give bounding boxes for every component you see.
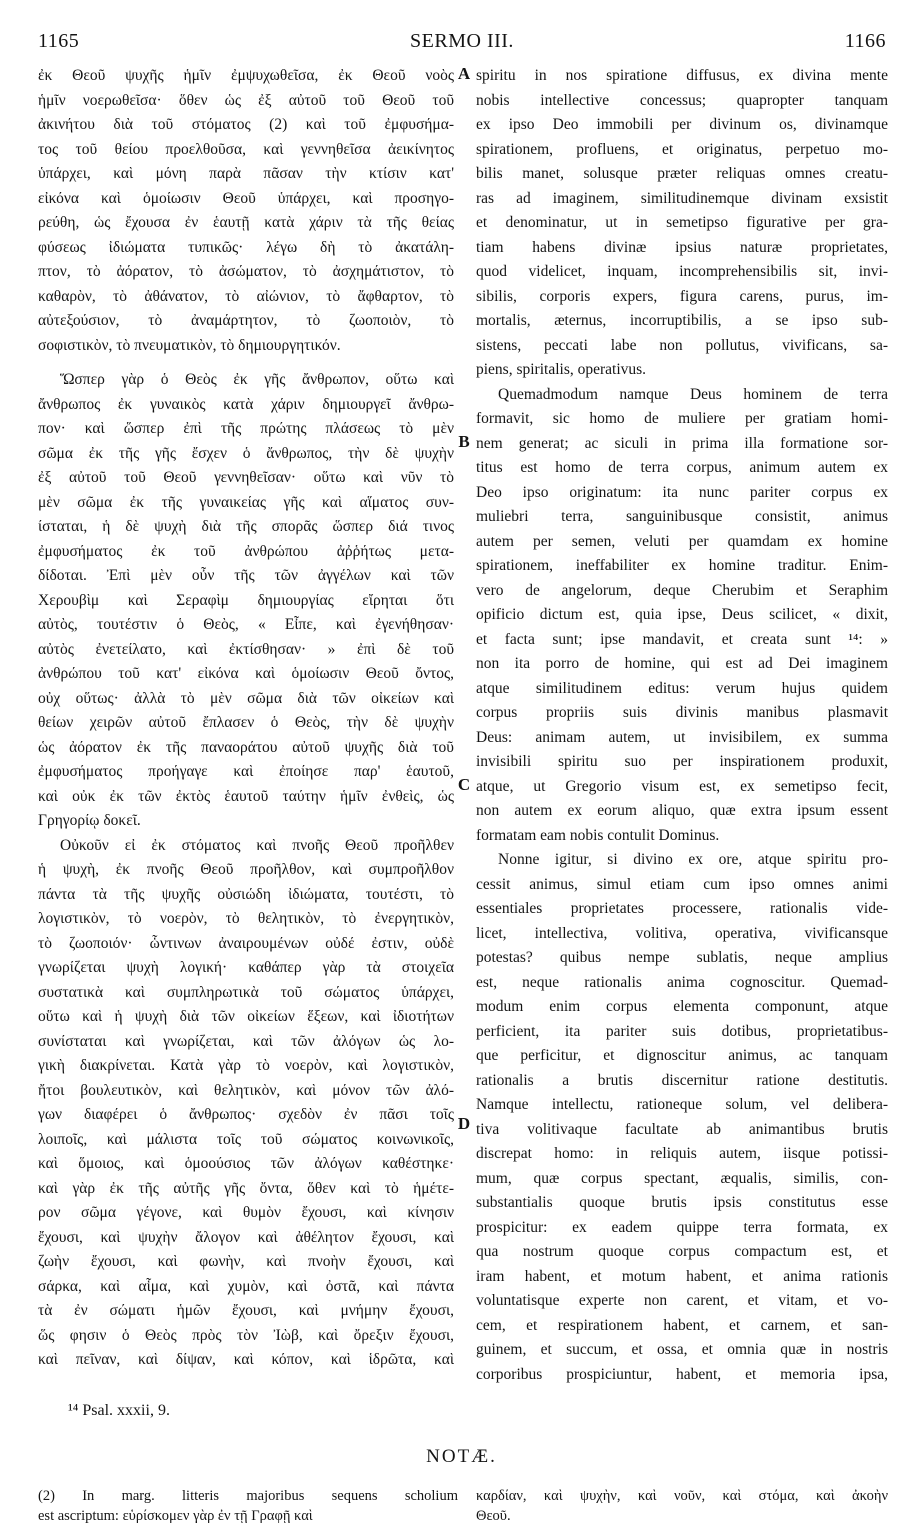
- greek-column: [38, 64, 454, 1373]
- greek-line: ἤτοι βουλευτικὸν, καὶ θελητικὸν, καὶ μόνον τῶν ἀλό-: [38, 1081, 454, 1099]
- greek-line: Οὐκοῦν εἰ ἐκ στόματος καὶ πνοῆς Θεοῦ προῆλθεν: [60, 836, 454, 854]
- latin-line: potestas? quibus nempe sublatis, neque amplius: [476, 949, 888, 966]
- page-number-right: 1166: [844, 30, 886, 52]
- latin-line: quod videlicet, inquam, incomprehensibilis sit, invi-: [476, 263, 888, 280]
- latin-paragraph-1: [476, 64, 888, 383]
- greek-line: Χερουβὶμ καὶ Σεραφὶμ δημιουργίας εἴρηται ὅτι: [38, 591, 454, 609]
- greek-line: ἐξ αὐτοῦ τοῦ Θεοῦ γεννηθεῖσαν· οὕτω καὶ νῦν τὸ: [38, 469, 454, 486]
- latin-line: rationalis a brutis discernitur ratione destitutis.: [476, 1071, 888, 1089]
- greek-line: Γρηγορίῳ δοκεῖ.: [38, 812, 141, 829]
- latin-line: titus est homo de terra corpus, animum autem ex: [476, 459, 888, 476]
- margin-marker-c: C: [457, 775, 471, 794]
- latin-line: spirationem, profluens, et originatus, perpetuo mo-: [476, 140, 888, 158]
- latin-line: que perficitur, et dignoscitur animus, ac tanquam: [476, 1047, 888, 1064]
- latin-line: substantialis quoque brutis ipsis constitutus esse: [476, 1194, 888, 1211]
- note-left-column: [38, 1486, 458, 1526]
- latin-line: Nonne igitur, si divino ex ore, atque spiritu pro-: [498, 851, 888, 868]
- greek-paragraph-1: [38, 64, 454, 358]
- greek-line: συστατικὰ καὶ συμπληρωτικὰ τοῦ σώματος ὑπάρχει,: [38, 983, 454, 1001]
- greek-line: λοιποῖς, καὶ μάλιστα τοῖς τοῦ σώματος κοινωνικοῖς,: [38, 1130, 454, 1148]
- latin-line: corpus propriis suis divinis manibus plasmavit: [476, 704, 888, 721]
- greek-line: ίσταται, ἡ δὲ ψυχὴ διὰ τῆς σπορᾶς ὥσπερ διά τινος: [38, 518, 454, 535]
- greek-paragraph-3: [38, 834, 454, 1373]
- greek-line: γικὴ διακρίνεται. Κατὰ γὰρ τὸ νοερὸν, καὶ λογιστικὸν,: [38, 1057, 454, 1074]
- notes-heading: NOTÆ.: [426, 1446, 497, 1467]
- latin-column: [476, 64, 888, 1387]
- note-line: (2) In marg. litteris majoribus sequens scholium: [38, 1488, 458, 1504]
- greek-line: αὐτεξούσιον, τὸ ἀναμάρτητον, τὸ ζωοποιὸν, τὸ: [38, 312, 454, 329]
- greek-line: ἔχουσι, καὶ ψυχὴν ἄλογον καὶ ἀθέλητον ἔχουσι, καὶ: [38, 1228, 454, 1246]
- latin-line: formatam eam nobis contulit Dominus.: [476, 826, 720, 844]
- latin-line: corporibus prospiciuntur, habent, et memoria ipsa,: [476, 1365, 888, 1383]
- margin-marker-b: B: [458, 432, 470, 451]
- page-number-left: 1165: [38, 30, 80, 52]
- latin-line: Quemadmodum namque Deus hominem de terra: [498, 385, 888, 403]
- latin-line: mum, quæ corpus spectant, æqualis, similis, con-: [476, 1169, 888, 1187]
- greek-line: ζωὴν ἔχουσι, καὶ φωνὴν, καὶ πνοὴν ἔχουσι, καὶ: [38, 1253, 454, 1270]
- greek-line: πον· καὶ ὥσπερ ἐπὶ τῆς πρώτης πλάσεως τὸ μὲν: [38, 420, 454, 437]
- greek-line: συνίσταται καὶ γνωρίζεται, καὶ τῶν ἀλόγων ὡς λο-: [38, 1032, 454, 1050]
- greek-line: καὶ οὐκ ἐκ τῶν ἐκτὸς ἑαυτοῦ ταύτην ἡμῖν ἐνθεὶς, ὡς: [38, 787, 454, 805]
- greek-line: θείων χειρῶν αὐτοῦ ἔπλασεν ὁ Θεὸς, τὴν δὲ ψυχὴν: [38, 714, 454, 731]
- latin-line: piens, spiritalis, operativus.: [476, 361, 647, 378]
- latin-line: prospicitur: ex eadem quippe terra formata, ex: [476, 1218, 888, 1236]
- latin-line: spiritu in nos spiratione diffusus, ex divina mente: [476, 67, 888, 84]
- greek-line: δίδοται. Ἐπὶ μὲν οὖν τῆς τῶν ἀγγέλων καὶ τῶν: [38, 567, 454, 584]
- greek-line: ἐμφυσήματος ἐκ τοῦ ἀνθρώπου ἀῤῥήτως μετα-: [38, 542, 454, 560]
- latin-line: mortalis, æternus, incorruptibilis, a se ipso sub-: [476, 312, 888, 329]
- latin-line: atque similitudinem editus: verum hujus quidem: [476, 679, 888, 697]
- latin-line: modum enim corpus elementa componunt, atque: [476, 998, 888, 1015]
- greek-line: ρον σῶμα γέγονε, καὶ θυμὸν ἔχουσι, καὶ κίνησιν: [38, 1204, 454, 1221]
- latin-line: muliebri terra, sanguinibusque consistit, animus: [476, 508, 888, 525]
- latin-line: atque, ut Gregorio visum est, ex semetipso fecit,: [476, 777, 888, 795]
- latin-line: nobis intellective concessus; quapropter tanquam: [476, 91, 888, 109]
- greek-line: φύσεως ἰδιώματα τυπικῶς· λέγω δὴ τὸ ἀκατάλη-: [38, 238, 454, 256]
- greek-line: τὸ ζωοποιόν· ὧντινων ἀναιρουμένων οὐδέ ἐστιν, οὐδὲ: [38, 934, 454, 952]
- greek-line: ἀνθρώπου τοῦ κατ' εἰκόνα καὶ ὁμοίωσιν Θεοῦ ὄντος,: [38, 665, 454, 682]
- greek-line: καὶ πεῖναν, καὶ δίψαν, καὶ κόπον, καὶ ἱδρῶτα, καὶ: [38, 1351, 454, 1368]
- greek-line: Ὥσπερ γὰρ ὁ Θεὸς ἐκ γῆς ἄνθρωπον, οὕτω καὶ: [60, 371, 454, 388]
- margin-marker-d: D: [457, 1114, 471, 1133]
- latin-line: sibilis, corporis expers, figura carens, purus, im-: [476, 287, 888, 305]
- latin-line: sistens, peccati labe non pollutus, vivificans, sa-: [476, 336, 888, 354]
- greek-line: καὶ ὅμοιος, καὶ ὁμοούσιος τῶν ἀλόγων καθέστηκε·: [38, 1155, 454, 1172]
- latin-line: discrepat homo: in reliquis autem, iisque potissi-: [476, 1145, 888, 1162]
- note-right-column: [476, 1486, 888, 1526]
- greek-line: ἡ ψυχὴ, ἐκ πνοῆς Θεοῦ προῆλθον, καὶ συμπροῆλθον: [38, 861, 454, 878]
- latin-line: guinem, et succum, et ossa, et omnia quæ in nostris: [476, 1341, 888, 1358]
- greek-line: ἄνθρωπος ἐκ γυναικὸς κατὰ χάριν δημιουργεῖ ἄνθρω-: [38, 395, 454, 413]
- margin-marker-a: A: [457, 64, 471, 83]
- latin-line: Deo ipso originatum: ita nunc pariter corpus ex: [476, 483, 888, 501]
- latin-line: et facta sunt; ipse mandavit, et creata sunt ¹⁴: »: [476, 630, 888, 648]
- latin-line: non ita porro de homine, qui est ad Dei imaginem: [476, 655, 888, 672]
- latin-line: formavit, sic homo de muliere per gratiam homi-: [476, 410, 888, 427]
- greek-line: σοφιστικὸν, τὸ πνευματικὸν, τὸ δημιουργητικόν.: [38, 336, 341, 354]
- greek-line: γνωρίζεται ψυχὴ λογική· καθάπερ γὰρ τὰ στοιχεῖα: [38, 959, 454, 976]
- page-header: [38, 30, 886, 60]
- latin-paragraph-3: [476, 848, 888, 1387]
- greek-line: τος τοῦ θείου προελθοῦσα, καὶ γεννηθεῖσα ἀεικίνητος: [38, 140, 454, 158]
- greek-line: ἀκινήτου διὰ τοῦ στόματος (2) καὶ τοῦ ἐμφυσήμα-: [38, 116, 454, 133]
- latin-line: tiam habens divinæ ipsius naturæ proprietates,: [476, 238, 888, 256]
- latin-line: perficient, ita pariter suis dotibus, proprietatibus-: [476, 1022, 888, 1040]
- greek-line: καὶ γὰρ ἐκ τῆς αὐτῆς γῆς ὄντα, ὅθεν καὶ τὸ ἡμέτε-: [38, 1179, 454, 1197]
- latin-line: opificio dictum est, quia ipse, Deus scilicet, « dixit,: [476, 606, 888, 623]
- greek-line: ὥς φησιν ὁ Θεὸς πρὸς τὸν Ἰὼβ, καὶ ὄρεξιν ἔχουσι,: [38, 1326, 454, 1344]
- latin-line: et denominatur, ut in semetipso figurative per gra-: [476, 214, 888, 231]
- latin-line: bilis manet, solusque præter reliquas omnes creatu-: [476, 165, 888, 182]
- greek-paragraph-2: [38, 368, 454, 834]
- greek-line: ἐκ Θεοῦ ψυχῆς ἡμῖν ἐμψυχωθεῖσα, ἐκ Θεοῦ νοὸς: [38, 67, 454, 84]
- greek-line: αὐτὸς, τουτέστιν ὁ Θεὸς, « Εἶπε, καὶ ἐγενήθησαν·: [38, 616, 454, 633]
- greek-line: μὲν σῶμα ἐκ τῆς γυναικείας γῆς καὶ αἵματος συν-: [38, 493, 454, 511]
- greek-line: ὑπάρχει, καὶ μόνη παρὰ πᾶσαν τὴν κτίσιν κατ': [38, 165, 454, 182]
- greek-line: σῶμα ἐκ τῆς γῆς ἔσχεν ὁ ἄνθρωπος, τὴν δὲ ψυχὴν: [38, 444, 454, 462]
- latin-line: cem, et respirationem habent, et carnem, et san-: [476, 1316, 888, 1334]
- latin-paragraph-2: [476, 383, 888, 849]
- latin-line: Namque intellectu, rationeque solum, vel delibera-: [476, 1096, 888, 1113]
- note-line: est ascriptum: εὑρίσκομεν γὰρ ἐν τῇ Γραφῇ καὶ: [38, 1508, 313, 1524]
- latin-line: est, neque rationalis anima cognoscitur. Quemad-: [476, 973, 888, 991]
- latin-line: vero de angelorum, deque Cherubim et Seraphim: [476, 581, 888, 599]
- greek-line: λογιστικὸν, τὸ νοερὸν, τὸ θελητικὸν, τὸ ἐνεργητικὸν,: [38, 910, 454, 927]
- latin-line: autem per semen, veluti per quamdam ex homine: [476, 532, 888, 550]
- greek-line: πάντα τὰ τῆς ψυχῆς οὐσιώδη ἰδιώματα, τουτέστι, τὸ: [38, 885, 454, 903]
- latin-line: spirationem, ineffabiliter ex homine traditur. Enim-: [476, 557, 888, 574]
- note-line: Θεοῦ.: [476, 1508, 511, 1524]
- latin-line: iram habent, et motum habent, et anima rationis: [476, 1267, 888, 1285]
- latin-line: essentiales proprietates processere, rationalis vide-: [476, 900, 888, 917]
- greek-line: ρεύθη, ὡς ἔχουσα ἐν ἑαυτῇ κατὰ χάριν τὰ τῆς θείας: [38, 214, 454, 231]
- greek-line: σάρκα, καὶ αἷμα, καὶ χυμὸν, καὶ ὀστᾶ, καὶ πάντα: [38, 1277, 454, 1295]
- greek-line: ἡμῖν νοερωθεῖσα· ὅθεν ὡς ἐξ αὐτοῦ τοῦ Θεοῦ τοῦ: [38, 91, 454, 109]
- latin-line: voluntatisque experte non carent, et vitam, et vo-: [476, 1292, 888, 1309]
- greek-line: αὐτὸς ἐνετείλατο, καὶ ἐκτίσθησαν· » ἐπὶ δὲ τοῦ: [38, 640, 454, 658]
- greek-line: οὕτω καὶ ἡ ψυχὴ διὰ τῶν οἰκείων ἕξεων, καὶ ἰδιοτήτων: [38, 1008, 454, 1025]
- running-title: SERMO III.: [410, 30, 514, 52]
- greek-line: πτον, τὸ ἀόρατον, τὸ ἀσώματον, τὸ ἀσχημάτιστον, τὸ: [38, 263, 454, 280]
- greek-line: ὡς ἀόρατον ἐκ τῆς παναοράτου αὐτοῦ ψυχῆς διὰ τοῦ: [38, 738, 454, 756]
- note-line: καρδίαν, καὶ ψυχὴν, καὶ νοῦν, καὶ στόμα, καὶ ἀκοὴν: [476, 1488, 888, 1504]
- latin-line: nem generat; ac siculi in prima illa formatione sor-: [476, 434, 888, 452]
- latin-line: Deus: animam autem, ut invisibilem, ex summa: [476, 728, 888, 746]
- latin-line: cessit animus, simul etiam cum ipso omnes animi: [476, 875, 888, 893]
- latin-line: tiva volitivaque facultate ab animantibus brutis: [476, 1120, 888, 1138]
- greek-line: ἐμφυσήματος προήγαγε καὶ ἐποίησε παρ' ἑαυτοῦ,: [38, 763, 454, 780]
- scripture-footnote: ¹⁴ Psal. xxxii, 9.: [68, 1402, 170, 1419]
- latin-line: qua nostrum quoque corpus compactum est, et: [476, 1243, 888, 1260]
- greek-line: εἰκόνα καὶ ὁμοίωσιν Θεοῦ ὑπάρχει, καὶ προσηγο-: [38, 189, 454, 207]
- latin-line: invisibili spiritu suo per inspirationem produxit,: [476, 753, 888, 770]
- greek-line: γων διαφέρει ὁ ἄνθρωπος· σχεδὸν ἐν πᾶσι τοῖς: [38, 1106, 454, 1123]
- greek-line: οὐχ οὕτως· ἀλλὰ τὸ μὲν σῶμα διὰ τῶν οἰκείων καὶ: [38, 689, 454, 707]
- greek-line: καθαρὸν, τὸ ἀθάνατον, τὸ αἰώνιον, τὸ ἄφθαρτον, τὸ: [38, 287, 454, 305]
- latin-line: non autem ex eorum aliquo, quæ extra ipsum essent: [476, 802, 888, 819]
- latin-line: ex ipso Deo immobili per divinum os, divinamque: [476, 116, 888, 133]
- latin-line: licet, intellectiva, volitiva, operativa, vivificansque: [476, 924, 888, 942]
- greek-line: τὰ ἐν σώματι ἡμῶν ἔχουσι, καὶ μνήμην ἔχουσι,: [38, 1302, 454, 1319]
- latin-line: ras ad imaginem, similitudinemque divinam exsistit: [476, 189, 888, 207]
